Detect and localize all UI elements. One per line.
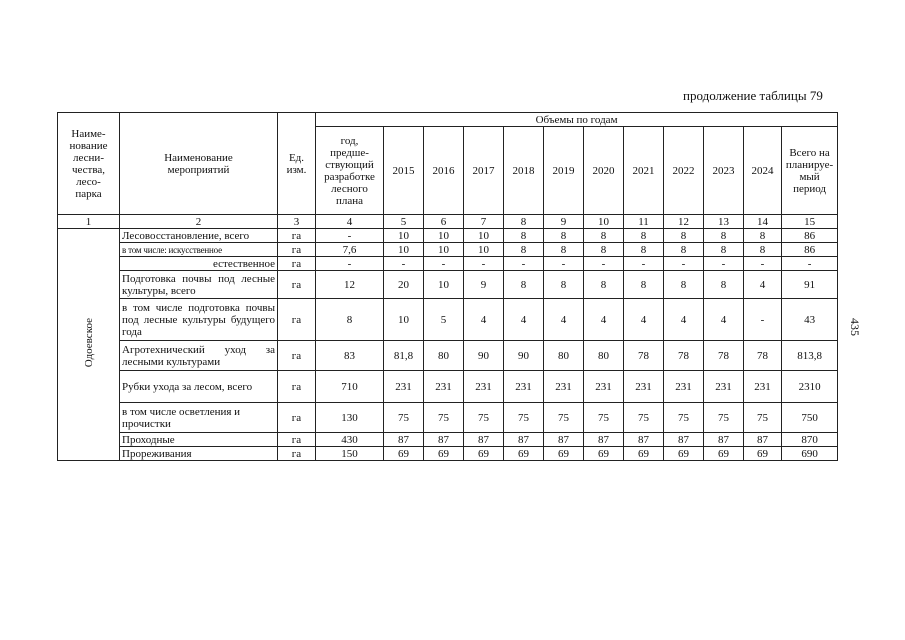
year-value: 75 [624, 403, 664, 433]
prev-value: 130 [316, 403, 384, 433]
year-value: - [504, 257, 544, 271]
header-year: 2023 [704, 127, 744, 215]
year-value: 75 [424, 403, 464, 433]
year-value: 4 [464, 299, 504, 341]
activities-table [57, 112, 838, 461]
column-number: 3 [278, 215, 316, 229]
table-row [58, 447, 838, 461]
year-value: 5 [424, 299, 464, 341]
activity-name: Подготовка почвы под лесные культуры, всего [120, 271, 278, 299]
year-value: 75 [664, 403, 704, 433]
year-value: 87 [744, 433, 782, 447]
page-number: 435 [848, 318, 862, 336]
year-value: 69 [424, 447, 464, 461]
forestry-name: Одоевское [82, 318, 95, 368]
header-forestry: Наиме- нование лесни- чества, лесо- парка [58, 113, 120, 215]
year-value: 231 [544, 371, 584, 403]
table-row [58, 433, 838, 447]
year-value: - [744, 257, 782, 271]
total-value: 870 [782, 433, 838, 447]
column-numbers-row [58, 215, 838, 229]
prev-value: 150 [316, 447, 384, 461]
header-year: 2020 [584, 127, 624, 215]
year-value: 10 [384, 229, 424, 243]
year-value: 8 [664, 271, 704, 299]
header-year: 2015 [384, 127, 424, 215]
year-value: 78 [664, 341, 704, 371]
year-value: 69 [384, 447, 424, 461]
column-number: 9 [544, 215, 584, 229]
year-value: - [704, 257, 744, 271]
year-value: 78 [744, 341, 782, 371]
year-value: 8 [704, 243, 744, 257]
year-value: 87 [584, 433, 624, 447]
year-value: 8 [744, 229, 782, 243]
year-value: 69 [584, 447, 624, 461]
year-value: 87 [544, 433, 584, 447]
unit: га [278, 403, 316, 433]
header-prev-year: год, предше- ствующий разработке лесного плана [316, 127, 384, 215]
activity-name: Лесовосстановление, всего [120, 229, 278, 243]
unit: га [278, 243, 316, 257]
column-number: 2 [120, 215, 278, 229]
column-number: 6 [424, 215, 464, 229]
activity-name: естественное [120, 257, 278, 271]
year-value: 231 [624, 371, 664, 403]
column-number: 10 [584, 215, 624, 229]
table-row [58, 257, 838, 271]
year-value: 231 [464, 371, 504, 403]
year-value: 90 [464, 341, 504, 371]
year-value: 10 [464, 243, 504, 257]
year-value: 8 [584, 271, 624, 299]
year-value: 87 [464, 433, 504, 447]
year-value: 87 [704, 433, 744, 447]
year-value: 10 [464, 229, 504, 243]
year-value: 8 [504, 229, 544, 243]
year-value: 4 [704, 299, 744, 341]
year-value: 69 [464, 447, 504, 461]
year-value: 231 [384, 371, 424, 403]
year-value: 8 [744, 243, 782, 257]
year-value: 20 [384, 271, 424, 299]
year-value: 69 [624, 447, 664, 461]
unit: га [278, 299, 316, 341]
year-value: 75 [704, 403, 744, 433]
prev-value: 12 [316, 271, 384, 299]
table-row [58, 299, 838, 341]
table-row [58, 271, 838, 299]
header-year: 2016 [424, 127, 464, 215]
year-value: 8 [704, 229, 744, 243]
column-number: 11 [624, 215, 664, 229]
year-value: 8 [704, 271, 744, 299]
total-value: 690 [782, 447, 838, 461]
year-value: 4 [504, 299, 544, 341]
year-value: 80 [544, 341, 584, 371]
header-total: Всего на планируе- мый период [782, 127, 838, 215]
total-value: 43 [782, 299, 838, 341]
unit: га [278, 447, 316, 461]
year-value: 75 [504, 403, 544, 433]
column-number: 13 [704, 215, 744, 229]
column-number: 14 [744, 215, 782, 229]
year-value: 231 [704, 371, 744, 403]
prev-value: - [316, 229, 384, 243]
prev-value: 83 [316, 341, 384, 371]
unit: га [278, 433, 316, 447]
column-number: 4 [316, 215, 384, 229]
year-value: 8 [504, 271, 544, 299]
year-value: 8 [544, 271, 584, 299]
year-value: - [464, 257, 504, 271]
header-year: 2018 [504, 127, 544, 215]
header-volumes: Объемы по годам [316, 113, 838, 127]
year-value: 75 [584, 403, 624, 433]
year-value: 10 [424, 243, 464, 257]
year-value: - [664, 257, 704, 271]
year-value: 10 [384, 243, 424, 257]
unit: га [278, 371, 316, 403]
header-year: 2019 [544, 127, 584, 215]
year-value: 87 [384, 433, 424, 447]
year-value: 4 [624, 299, 664, 341]
year-value: 8 [664, 229, 704, 243]
year-value: 231 [584, 371, 624, 403]
year-value: 4 [664, 299, 704, 341]
year-value: - [624, 257, 664, 271]
total-value: 813,8 [782, 341, 838, 371]
year-value: 9 [464, 271, 504, 299]
activity-name: Рубки ухода за лесом, всего [120, 371, 278, 403]
prev-value: 8 [316, 299, 384, 341]
year-value: 80 [584, 341, 624, 371]
year-value: 69 [544, 447, 584, 461]
total-value: 86 [782, 243, 838, 257]
year-value: 8 [664, 243, 704, 257]
year-value: 10 [384, 299, 424, 341]
year-value: 75 [744, 403, 782, 433]
total-value: 2310 [782, 371, 838, 403]
column-number: 15 [782, 215, 838, 229]
year-value: 8 [584, 243, 624, 257]
table-caption: продолжение таблицы 79 [683, 88, 823, 103]
header-unit: Ед. изм. [278, 113, 316, 215]
column-number: 7 [464, 215, 504, 229]
unit: га [278, 257, 316, 271]
year-value: 69 [504, 447, 544, 461]
table-row [58, 403, 838, 433]
column-number: 8 [504, 215, 544, 229]
year-value: 10 [424, 271, 464, 299]
year-value: 8 [584, 229, 624, 243]
year-value: 4 [744, 271, 782, 299]
year-value: 87 [424, 433, 464, 447]
activity-name: в том числе осветления и прочистки [120, 403, 278, 433]
unit: га [278, 271, 316, 299]
year-value: 8 [624, 243, 664, 257]
unit: га [278, 229, 316, 243]
year-value: 8 [544, 243, 584, 257]
year-value: 87 [504, 433, 544, 447]
activity-name: в том числе подготовка почвы под лесные культуры будущего года [120, 299, 278, 341]
year-value: 4 [584, 299, 624, 341]
year-value: 69 [704, 447, 744, 461]
year-value: 231 [504, 371, 544, 403]
activity-name: Проходные [120, 433, 278, 447]
forestry-name-cell [58, 229, 120, 461]
year-value: 8 [504, 243, 544, 257]
column-number: 1 [58, 215, 120, 229]
total-value: 750 [782, 403, 838, 433]
header-year: 2022 [664, 127, 704, 215]
table-row [58, 371, 838, 403]
header-year: 2017 [464, 127, 504, 215]
year-value: 231 [424, 371, 464, 403]
column-number: 12 [664, 215, 704, 229]
total-value: - [782, 257, 838, 271]
unit: га [278, 341, 316, 371]
year-value: 80 [424, 341, 464, 371]
header-year: 2024 [744, 127, 782, 215]
year-value: 8 [544, 229, 584, 243]
year-value: 231 [664, 371, 704, 403]
year-value: 75 [544, 403, 584, 433]
year-value: 75 [464, 403, 504, 433]
year-value: 78 [704, 341, 744, 371]
year-value: 81,8 [384, 341, 424, 371]
activity-name: Агротехнический уход за лесными культурами [120, 341, 278, 371]
header-activity: Наименование мероприятий [120, 113, 278, 215]
year-value: - [424, 257, 464, 271]
year-value: 87 [624, 433, 664, 447]
year-value: 10 [424, 229, 464, 243]
year-value: 69 [744, 447, 782, 461]
year-value: 8 [624, 271, 664, 299]
year-value: 75 [384, 403, 424, 433]
year-value: 231 [744, 371, 782, 403]
table-row [58, 341, 838, 371]
table-row [58, 229, 838, 243]
activity-name: в том числе: искусственное [120, 243, 278, 257]
table-row [58, 243, 838, 257]
year-value: - [384, 257, 424, 271]
year-value: 4 [544, 299, 584, 341]
prev-value: - [316, 257, 384, 271]
total-value: 86 [782, 229, 838, 243]
year-value: 8 [624, 229, 664, 243]
year-value: 90 [504, 341, 544, 371]
total-value: 91 [782, 271, 838, 299]
header-year: 2021 [624, 127, 664, 215]
year-value: 78 [624, 341, 664, 371]
column-number: 5 [384, 215, 424, 229]
prev-value: 710 [316, 371, 384, 403]
prev-value: 7,6 [316, 243, 384, 257]
year-value: - [744, 299, 782, 341]
activity-name: Прореживания [120, 447, 278, 461]
year-value: 69 [664, 447, 704, 461]
prev-value: 430 [316, 433, 384, 447]
year-value: 87 [664, 433, 704, 447]
year-value: - [584, 257, 624, 271]
year-value: - [544, 257, 584, 271]
